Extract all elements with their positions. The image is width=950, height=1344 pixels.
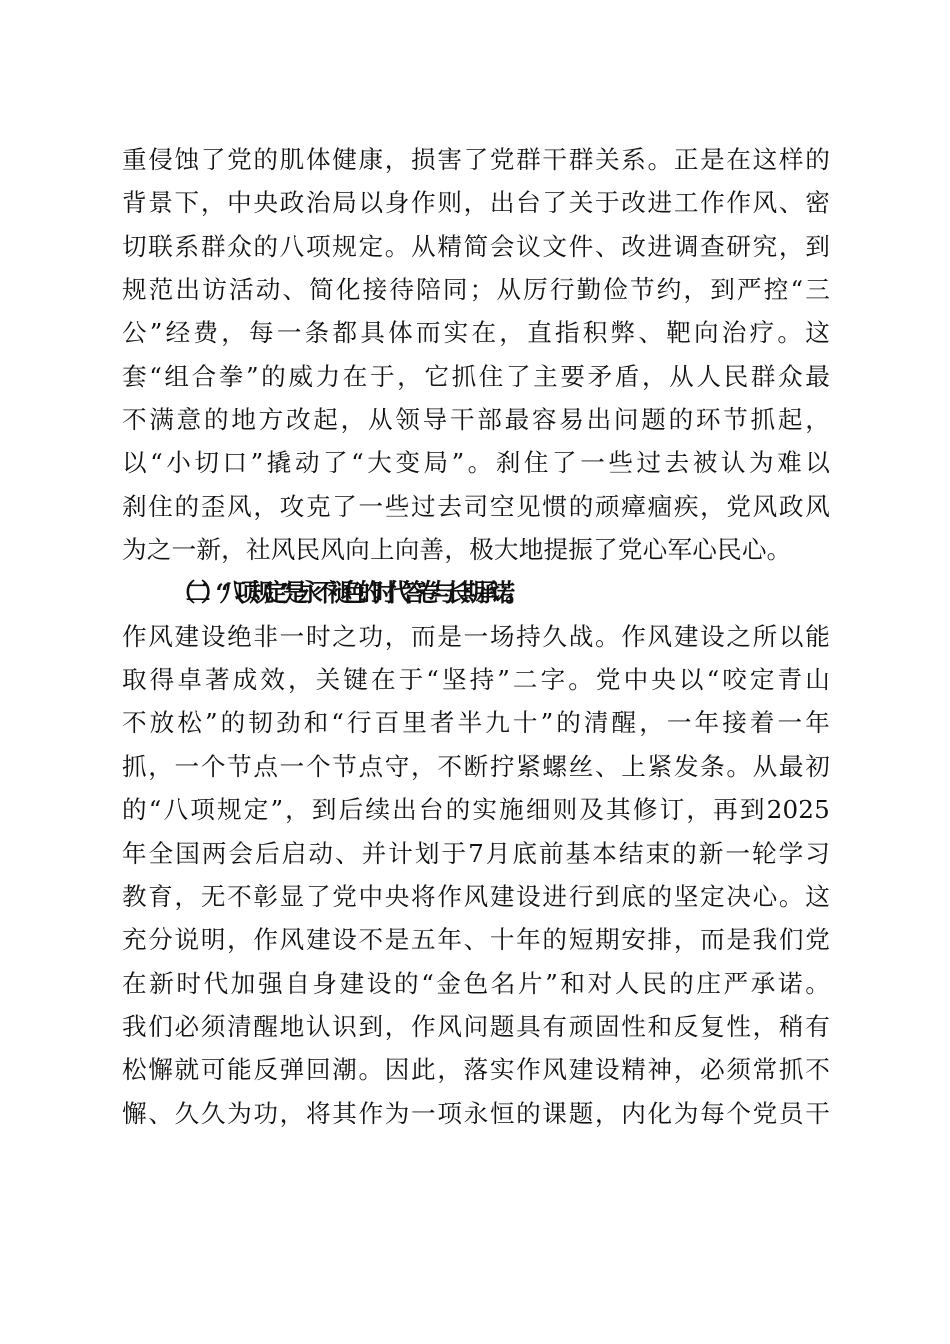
text-line: 的“八项规定”，到后续出台的实施细则及其修订，再到2025: [122, 795, 830, 825]
text-line: 不放松”的韧劲和“行百里者半九十”的清醒，一年接着一年: [122, 708, 830, 738]
text-line: 抓，一个节点一个节点守，不断拧紧螺丝、上紧发条。从最初: [122, 751, 830, 781]
text-line: 为之一新，社风民风向上向善，极大地提振了党心军心民心。: [122, 535, 792, 565]
text-line: 在新时代加强自身建设的“金色名片”和对人民的庄严承诺。: [122, 968, 830, 998]
text-line: 刹住的歪风，攻克了一些过去司空见惯的顽瘴痼疾，党风政风: [122, 491, 830, 521]
text-line: 公”经费，每一条都具体而实在，直指积弊、靶向治疗。这: [122, 318, 830, 348]
text-line: 切联系群众的八项规定。从精简会议文件、改进调查研究，到: [122, 231, 830, 261]
section-heading: （二）“八项规定”是永不褪色的时代答卷与长期承诺。: [171, 578, 520, 608]
text-line: 充分说明，作风建设不是五年、十年的短期安排，而是我们党: [122, 925, 830, 955]
text-line: 规范出访活动、简化接待陪同；从厉行勤俭节约，到严控“三: [122, 275, 830, 305]
text-line: 我们必须清醒地认识到，作风问题具有顽固性和反复性，稍有: [122, 1011, 830, 1041]
text-line: 不满意的地方改起，从领导干部最容易出问题的环节抓起，: [122, 405, 830, 435]
text-line: 懈、久久为功，将其作为一项永恒的课题，内化为每个党员干: [122, 1098, 830, 1128]
text-line: 重侵蚀了党的肌体健康，损害了党群干群关系。正是在这样的: [122, 145, 830, 174]
text-line: 套“组合拳”的威力在于，它抓住了主要矛盾，从人民群众最: [122, 361, 830, 391]
text-line: 背景下，中央政治局以身作则，出台了关于改进工作作风、密: [122, 188, 830, 218]
text-line: 以“小切口”撬动了“大变局”。刹住了一些过去被认为难以: [122, 448, 830, 478]
text-line: 取得卓著成效，关键在于“坚持”二字。党中央以“咬定青山: [122, 665, 830, 695]
text-line: 松懈就可能反弹回潮。因此，落实作风建设精神，必须常抓不: [122, 1055, 830, 1085]
body-text: [122, 138, 830, 1135]
text-line: 教育，无不彰显了党中央将作风建设进行到底的坚定决心。这: [122, 881, 830, 911]
text-line: 作风建设绝非一时之功，而是一场持久战。作风建设之所以能: [122, 621, 830, 651]
text-line: 年全国两会后启动、并计划于7月底前基本结束的新一轮学习: [122, 838, 830, 868]
